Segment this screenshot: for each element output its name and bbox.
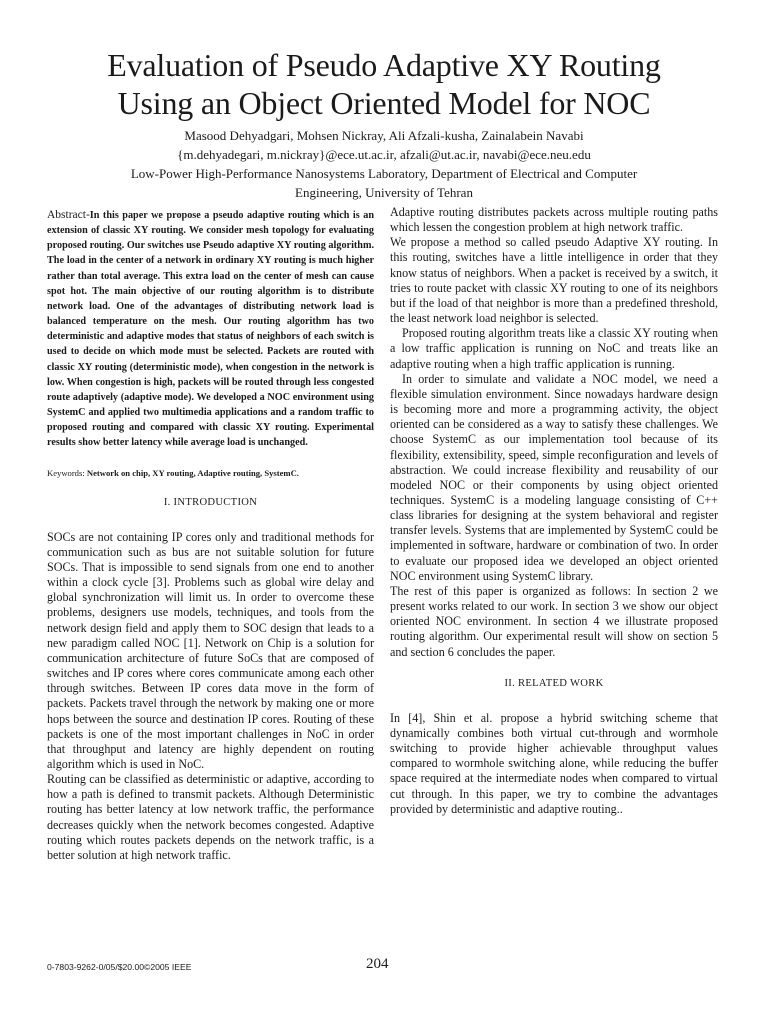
keywords-text: Network on chip, XY routing, Adaptive routing, SystemC. — [86, 467, 299, 478]
paper-title — [60, 46, 708, 122]
title-line-2: Using an Object Oriented Model for NOC — [117, 85, 651, 121]
affiliation-line-2: Engineering, University of Tehran — [295, 185, 473, 200]
intro-paragraph-4: We propose a method so called pseudo Adaptive XY routing. In this routing, switches have a little intelligence in order that they know status of neighbors. When a packet is received by a switch, it tries to route packet with classic XY routing to one of its neighbors but if the load of that neighbor is more than a predefined threshold, the least network load neighbor is selected. — [390, 235, 718, 326]
author-names: Masood Dehyadgari, Mohsen Nickray, Ali Afzali-kusha, Zainalabein Navabi — [184, 128, 584, 143]
title-line-1: Evaluation of Pseudo Adaptive XY Routing — [107, 47, 661, 83]
author-block — [40, 126, 728, 202]
intro-paragraph-5: Proposed routing algorithm treats like a classic XY routing when a low traffic application is running on NoC and treats like an adaptive routing when a high traffic application is running. — [390, 326, 718, 371]
right-column — [390, 205, 718, 817]
intro-paragraph-3: Adaptive routing distributes packets across multiple routing paths which lessen the congestion problem at high network traffic. — [390, 205, 718, 235]
related-work-paragraph-1: In [4], Shin et al. propose a hybrid switching scheme that dynamically combines both virtual cut-through and wormhole switching to provide higher achievable throughput values compared to wormhole switching alone, while reducing the buffer space required at the intermediate nodes when compared to virtual cut through. In this paper, we try to combine the advantages provided by deterministic and adaptive routing.. — [390, 710, 718, 816]
abstract-text: In this paper we propose a pseudo adaptive routing which is an extension of classic XY routing. We consider mesh topology for evaluating proposed routing. Our switches use Pseudo adaptive XY routing algorithm. The load in the center of a network in ordinary XY routing is much higher rather than total average. This extra load on the center of mesh can cause spot hot. The main objective of our routing algorithm is to distribute network load. One of the advantages of distributing network load is balanced temperature on the mesh. Our routing algorithm has two deterministic and adaptive modes that status of neighbors of each switch is used to decide on which mode must be selected. Packets are routed with classic XY routing (deterministic mode), when congestion in the network is low. When congestion is high, packets will be routed through less congested route adaptively (adaptive mode). We developed a NOC environment using SystemC and applied two multimedia applications and a random traffic to proposed routing and compared with classic XY routing. Experimental results show better latency while average load is unchanged. — [47, 210, 374, 449]
keywords — [47, 467, 374, 479]
intro-paragraph-6: In order to simulate and validate a NOC model, we need a flexible simulation environment. Since nowadays hardware design is becoming more and more a programming activity, the object oriented can be considered as a way to satisfy these challenges. We choose SystemC as our implementation tool because of its flexibility, extensibility, speed, simple reconfiguration and levels of abstraction. We could increase flexibility and reusability of our modeled NOC or their components by using object oriented techniques. SystemC is a modeling language consisting of C++ class libraries for designing at the system behavioral and register transfer levels. Systems that are implemented by SystemC could be implemented in software, hardware or combination of two. In order to evaluate our proposed idea we developed an object oriented NOC environment using SystemC library. — [390, 371, 718, 583]
page-number: 204 — [366, 956, 389, 972]
abstract — [47, 208, 374, 451]
intro-paragraph-1: SOCs are not containing IP cores only and traditional methods for communication such as bus are not suitable solution for future SOCs. That is impossible to send signals from one end to another within a clock cycle [3]. Problems such as global wire delay and global synchronization will limit us. In order to overcome these problems, designers use models, techniques, and tools from the network design field and apply them to SOC design that leads to a new paradigm called NOC [1]. Network on Chip is a solution for communication architecture of future SoCs that are composed of switches and IP cores where cores communicate among each other through switches. Between IP cores data move in the form of packets. Packets travel through the network by making one or more hops between the source and destination IP cores. Routing of these packets is one of the most important challenges in NoC in order that throughput and latency are highly dependent on routing algorithm which is used in NoC. — [47, 529, 374, 771]
left-column — [47, 208, 374, 863]
author-emails: {m.dehyadegari, m.nickray}@ece.ut.ac.ir, afzali@ut.ac.ir, navabi@ece.neu.edu — [177, 147, 591, 162]
affiliation-line-1: Low-Power High-Performance Nanosystems Laboratory, Department of Electrical and Computer — [130, 166, 638, 181]
intro-paragraph-7: The rest of this paper is organized as follows: In section 2 we present works related to our work. In section 3 we show our object oriented NOC environment. In section 4 we illustrate proposed routing algorithm. Our experimental result will show on section 5 and section 6 concludes the paper. — [390, 583, 718, 659]
abstract-label: Abstract- — [47, 209, 90, 221]
keywords-label: Keywords: — [47, 467, 85, 478]
copyright-notice: 0-7803-9262-0/05/$20.00©2005 IEEE — [47, 962, 192, 972]
intro-paragraph-2: Routing can be classified as deterministic or adaptive, according to how a path is defined to transmit packets. Although Deterministic routing has better latency at low network traffic, the performance decreases quickly when the network becomes congested. Adaptive routing which routes packets depends on the network traffic, is a better solution at high network traffic. — [47, 772, 374, 862]
section-heading-introduction: I. INTRODUCTION — [163, 496, 258, 508]
section-heading-related-work: II. RELATED WORK — [504, 677, 604, 689]
